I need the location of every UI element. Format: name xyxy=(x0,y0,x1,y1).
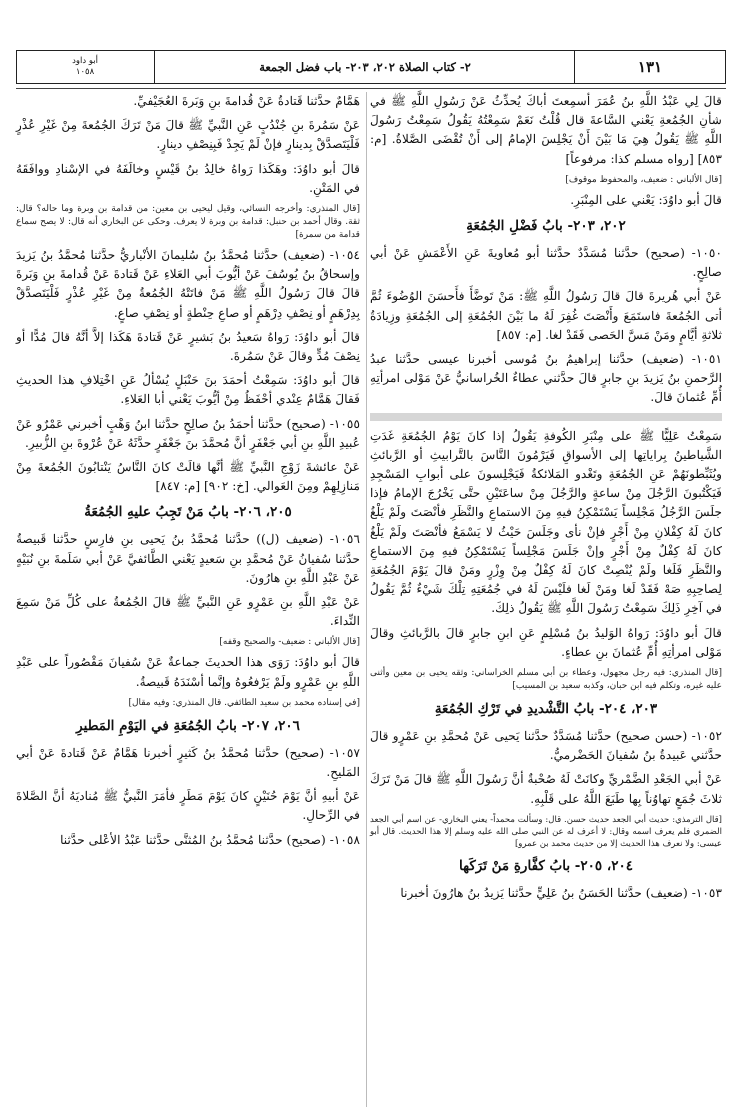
hadith-text: عَنْ سَمُرةَ بنِ جُنْدُبٍ عَنِ النَّبيِّ ﷺ قالَ مَنْ تَرَكَ الجُمُعةَ مِنْ غَيْرِ عُذْرٍ فَلْيَتَصدَّقْ بِدينارٍ فإنْ لَمْ يَجِدْ فَبِنِصْفِ دينارٍ. xyxy=(16,118,360,152)
column-divider xyxy=(366,92,367,1107)
chapter-heading: ٢٠٤، ٢٠٥- بابُ كفَّارةِ مَنْ تَرَكَها xyxy=(458,857,633,874)
hadith-range xyxy=(15,51,155,83)
hadith-text: قالَ لِي عَبْدُ اللَّهِ بنُ عُمَرَ أسمِعتَ أباكَ يُحدِّثُ عَنْ رَسُولِ اللَّهِ ﷺ في شأنِ الجُمُعةِ يَعْني السَّاعةَ قال قُلْتُ نَعَمْ سَمِعْتُهُ يَقُولُ سَمِعْتُ رَسُولَ اللَّهِ ﷺ يَقُولُ هِيَ مَا بَيْنَ أَنْ يَجْلِسَ الإمامُ إلى أَنْ تُقْضَى الصَّلاةُ. [م: ٨٥٣] [رواه مسلم كذا: مرفوعاً] xyxy=(370,94,722,166)
hadith-chain: ١٠٥٧- (صحيح) حدَّثنا مُحمَّدُ بنُ كَثيرٍ أخبرنا هَمَّامٌ عَنْ قَتادةَ عَنْ أبي المَليحِ. xyxy=(16,745,360,780)
grading-note: [قال الألباني : ضعيف، والمحفوظ موقوف] xyxy=(565,174,722,185)
chapter-heading: ٢٠٣، ٢٠٤- بابُ التَّشْديدِ في تَرْكِ الجُمُعَةِ xyxy=(434,701,658,718)
header-rule xyxy=(16,88,726,89)
separator-band xyxy=(370,413,722,421)
abu-dawud-comment: قالَ أبو داوُدَ: سَمِعْتُ أحمَدَ بنَ حَنْبَلٍ يُسْألُ عَنِ اخْتِلافِ هذا الحديثِ فَقالَ هَمَّامٌ عِنْدي أحْفَظُ مِنْ أيُّوبَ يَعْني أبا العَلاءِ. xyxy=(16,373,360,407)
hadith-chain: هَمَّامٌ حدَّثنا قَتادةُ عَنْ قُدامةَ بنِ وَبَرةَ العُجَيْفيِّ. xyxy=(133,94,360,108)
grading-note: [قال الترمذي: حديث أبي الجعد حديث حسن. قال: وسألت محمداً- يعني البخاري- عن اسم أبي الجعد الضمري فلم يعرف اسمه وقال: لا أعرف له عن النبي صلى الله عليه وسلم إلا هذا الحديث. قال أبو عيسى: ولا نعرف هذا الحديث إلا من حديث محمد بن عمرو] xyxy=(370,814,722,849)
grading-note: [قال المنذري: وأخرجه النسائي، وقيل ليحيى بن معين: من قدامة بن وبرة وما حاله؟ قال: ثقة. وقال أحمد بن حنبل: قدامة بن وبرة لا يعرف. وحكى عن البخاري أنه قال: لا يصح سماع قدامة من سمرة] xyxy=(16,204,360,241)
page-header xyxy=(16,50,726,84)
abu-dawud-comment: قالَ أبو داوُدَ: رَواهُ سَعيدُ بنُ بَشيرٍ عَنْ قَتادةَ هَكَذا إلاَّ أنَّهُ قالَ مُدًّا أو نِصْفَ مُدٍّ وقالَ عَنْ سَمُرةَ. xyxy=(16,329,360,364)
hadith-text: عَنْ أبي هُريرةَ قالَ قالَ رَسُولُ اللَّهِ ﷺ: مَنْ تَوضَّأَ فأَحسَنَ الوُضُوءَ ثُمَّ أتى الجُمُعةَ فاستَمَعَ وأَنْصَتَ غُفِرَ لَهُ ما بَيْنَ الجُمُعَةِ إلى الجُمُعَةِ وزِيادَةُ ثلاثةِ أيَّامٍ ومَنْ مَسَّ الحَصى فَقَدْ لغا. [م: ٨٥٧] xyxy=(370,289,722,342)
hadith-text: عَنْ عائشةَ زَوْجِ النَّبيِّ ﷺ أنَّها قالَتْ كانَ النَّاسُ يَنْتابُونَ الجُمُعةَ مِنْ مَنازِلِهِمْ ومِنَ العَوالي. [خ: ٩٠٢] [م: ٨٤٧] xyxy=(16,460,360,494)
hadith-chain: ١٠٥٥- (صحيح) حدَّثنا أحمَدُ بنُ صالِحٍ حدَّثنا ابنُ وَهْبٍ أخبرني عَمْرٌو عَنْ عُبيدِ اللَّهِ بنِ أبي جَعْفَرٍ أنَّ مُحمَّدَ بنَ جَعْفَرٍ حدَّثَهُ عَنْ عُرْوةَ بنِ الزُّبيرِ. xyxy=(16,416,360,450)
hadith-chain: ١٠٥٣- (ضعيف) حدَّثنا الحَسَنُ بنُ عَلِيٍّ حدَّثنا يَزيدُ بنُ هارُونَ أخبرنا xyxy=(400,885,722,900)
right-column xyxy=(370,92,722,908)
abu-dawud-comment: قالَ أبو داوُدَ: رَوَى هذا الحديثَ جماعةٌ عَنْ سُفيانَ مَقْصُوراً على عَبْدِ اللَّهِ بنِ عَمْرٍو ولَمْ يَرْفعُوهُ وإنَّما أسْنَدَهُ قَبيصةُ. xyxy=(16,655,360,689)
running-title: ٢- كتاب الصلاة ٢٠٢، ٢٠٣- باب فضل الجمعة xyxy=(154,51,575,83)
abu-dawud-comment: قالَ أبو داوُدَ: رَواهُ الوَليدُ بنُ مُسْلِمٍ عَنِ ابنِ جابرٍ قالَ بالرَّبائثِ وقالَ مَوْلى امرأتِهِ أُمِّ عُثمانَ بنِ عطاءٍ. xyxy=(370,625,722,659)
hadith-chain: ١٠٥٤- (ضعيف) حدَّثنا مُحمَّدُ بنُ سُليمانَ الأنْباريُّ حدَّثنا مُحمَّدُ بنُ يَزيدَ وإسحاقُ بنُ يُوسُفَ عَنْ أيُّوبَ أبي العَلاءِ عَنْ قَتادةَ عَنْ قُدامةَ بنِ وَبَرةَ قالَ قالَ رَسُولُ اللَّهِ ﷺ مَنْ فاتَتْهُ الجُمُعةُ مِنْ غَيْرِ عُذْرٍ فَلْيَتَصدَّقْ بِدِرْهَمٍ أو نِصْفِ دِرْهَمٍ أو صاعِ حِنْطةٍ أو نِصْفِ صاعٍ. xyxy=(16,248,360,320)
chapter-heading: ٢٠٦، ٢٠٧- بابُ الجُمُعَةِ في اليَوْمِ المَطيرِ xyxy=(76,717,300,734)
hadith-text: سَمِعْتُ عَلِيًّا ﷺ على مِنْبَرِ الكُوفةِ يَقُولُ إذا كانَ يَوْمُ الجُمُعَةِ غَدَتِ الشَّياطينُ بِراياتِها إلى الأسواقِ فَيَرْمُونَ النَّاسَ بالتَّرابيثِ أو الرَّبائثِ ويُثَبِّطونَهُمْ عَنِ الجُمُعَةِ وتَغْدو المَلائكةُ فَيَجْلِسونَ على أبوابِ المَسْجِدِ فَيَكْتُبونَ الرَّجُلَ مِنْ ساعةٍ والرَّجُلَ مِنْ ساعَتَيْنِ حتَّى يَخْرُجَ الإمامُ فإذا جلَسَ الرَّجُلُ مَجْلِساً يَسْتَمْكِنُ فيهِ مِنَ الاستماعِ والنَّظَرِ فأنْصَتَ ولَمْ يَلْغُ كانَ لَهُ كِفْلانِ مِنْ أَجْرٍ فإنْ نأى وجَلَسَ حَيْثُ لا يَسْمَعُ فأنْصَتَ ولَمْ يَلْغُ كانَ لَهُ كِفْلٌ مِنْ أَجْرٍ وإنْ جَلَسَ مَجْلِساً يَسْتَمْكِنُ فيهِ مِنَ الاستماعِ والنَّظَرِ فَلَغا ولَمْ يُنْصِتْ كانَ لَهُ كِفْلٌ مِنْ وِزْرٍ ومَنْ قالَ يَوْمَ الجُمُعَةِ لِصاحِبِهِ صَهْ فَقَدْ لَغا ومَنْ لَغا فلَيْسَ لَهُ في جُمُعَتِهِ تِلْكَ شَيْءٌ ثُمَّ يَقُولُ في آخِرِ ذَلِكَ سَمِعْتُ رَسُولَ اللَّهِ ﷺ يَقُولُ ذلِكَ. xyxy=(370,428,722,616)
hadith-text: عَنْ عَبْدِ اللَّهِ بنِ عَمْرٍو عَنِ النَّبيِّ ﷺ قالَ الجُمُعةُ على كُلِّ مَنْ سَمِعَ النِّداءَ. xyxy=(16,595,360,629)
hadith-chain: ١٠٥٢- (حسن صحيح) حدَّثنا مُسَدَّدٌ حدَّثنا يَحيى عَنْ مُحمَّدِ بنِ عَمْرٍو قالَ حدَّثني عَبيدةُ بنُ سُفيانَ الحَضْرميُّ. xyxy=(370,729,722,763)
chapter-heading: ٢٠٥، ٢٠٦- بابُ مَنْ تَجِبُ عليهِ الجُمُعَةُ xyxy=(84,504,292,521)
abu-dawud-comment: قالَ أبو داوُدَ: وهَكَذا رَواهُ خالِدُ بنُ قَيْسٍ وخالَفَهُ في الإسْنادِ ووافَقَهُ في المَتْنِ. xyxy=(16,161,360,195)
grading-note: [في إسناده محمد بن سعيد الطائفي. قال المنذري: وفيه مقال] xyxy=(128,697,360,708)
abu-dawud-comment: قالَ أبو داوُدَ: يَعْني على المِنْبَرِ. xyxy=(570,192,722,207)
page-number: ١٣١ xyxy=(574,51,725,83)
hadith-chain: ١٠٥٠- (صحيح) حدَّثنا مُسَدَّدٌ حدَّثنا أبو مُعاويةَ عَنِ الأَعْمَشِ عَنْ أبي صالِحٍ. xyxy=(370,246,722,280)
left-column xyxy=(16,92,360,855)
hadith-text: عَنْ أبيهِ أنَّ يَوْمَ حُنَيْنٍ كانَ يَوْمَ مَطَرٍ فأمَرَ النَّبيُّ ﷺ مُناديَهُ أنَّ الصَّلاةَ في الرِّحالِ. xyxy=(16,789,360,823)
grading-note: [قال المنذري: فيه رجل مجهول، وعطاء بن أبي مسلم الخراساني: وثقه يحيى بن معين وأثنى عليه غيره، وتكلم فيه ابن حبان، وكذبه سعيد بن المسيب] xyxy=(370,668,722,692)
range-label: أبو داود xyxy=(72,56,98,66)
hadith-chain: ١٠٥١- (ضعيف) حدَّثنا إبراهيمُ بنُ مُوسى أخبرنا عيسى حدَّثنا عبدُ الرَّحمنِ بنُ يَزيدَ بنِ جابرٍ قالَ حدَّثني عطاءٌ الخُراسانيُّ عَنْ مَوْلى امرأتِهِ أُمِّ عُثمانَ قالَ. xyxy=(370,352,722,405)
grading-note: [قال الألباني : ضعيف- والصحيح وقفه] xyxy=(219,637,360,648)
hadith-text: عَنْ أبي الجَعْدِ الضَّمْريِّ وكانَتْ لَهُ صُحْبةٌ أنَّ رَسُولَ اللَّهِ ﷺ قالَ مَنْ تَرَكَ ثلاثَ جُمَعٍ تهاوُناً بِها طَبَعَ اللَّهُ على قَلْبِهِ. xyxy=(370,772,722,806)
hadith-chain: ١٠٥٦- (ضعيف (ل)) حدَّثنا مُحمَّدُ بنُ يَحيى بنِ فارِسٍ حدَّثنا قَبيصةُ حدَّثنا سُفيانُ عَنْ مُحمَّدِ بنِ سَعيدٍ يَعْني الطَّائفيَّ عَنْ أبي سَلَمةَ بنِ نُبَيْهٍ عَنْ عَبْدِ اللَّهِ بنِ هارُونَ. xyxy=(16,532,360,585)
hadith-chain: ١٠٥٨- (صحيح) حدَّثنا مُحمَّدُ بنُ المُثنَّى حدَّثنا عَبْدُ الأعْلى حدَّثنا xyxy=(60,832,360,847)
chapter-heading: ٢٠٢، ٢٠٣- بابُ فَضْلِ الجُمُعَةِ xyxy=(466,218,626,235)
range-numbers: ١٠٥٨ xyxy=(75,67,95,77)
